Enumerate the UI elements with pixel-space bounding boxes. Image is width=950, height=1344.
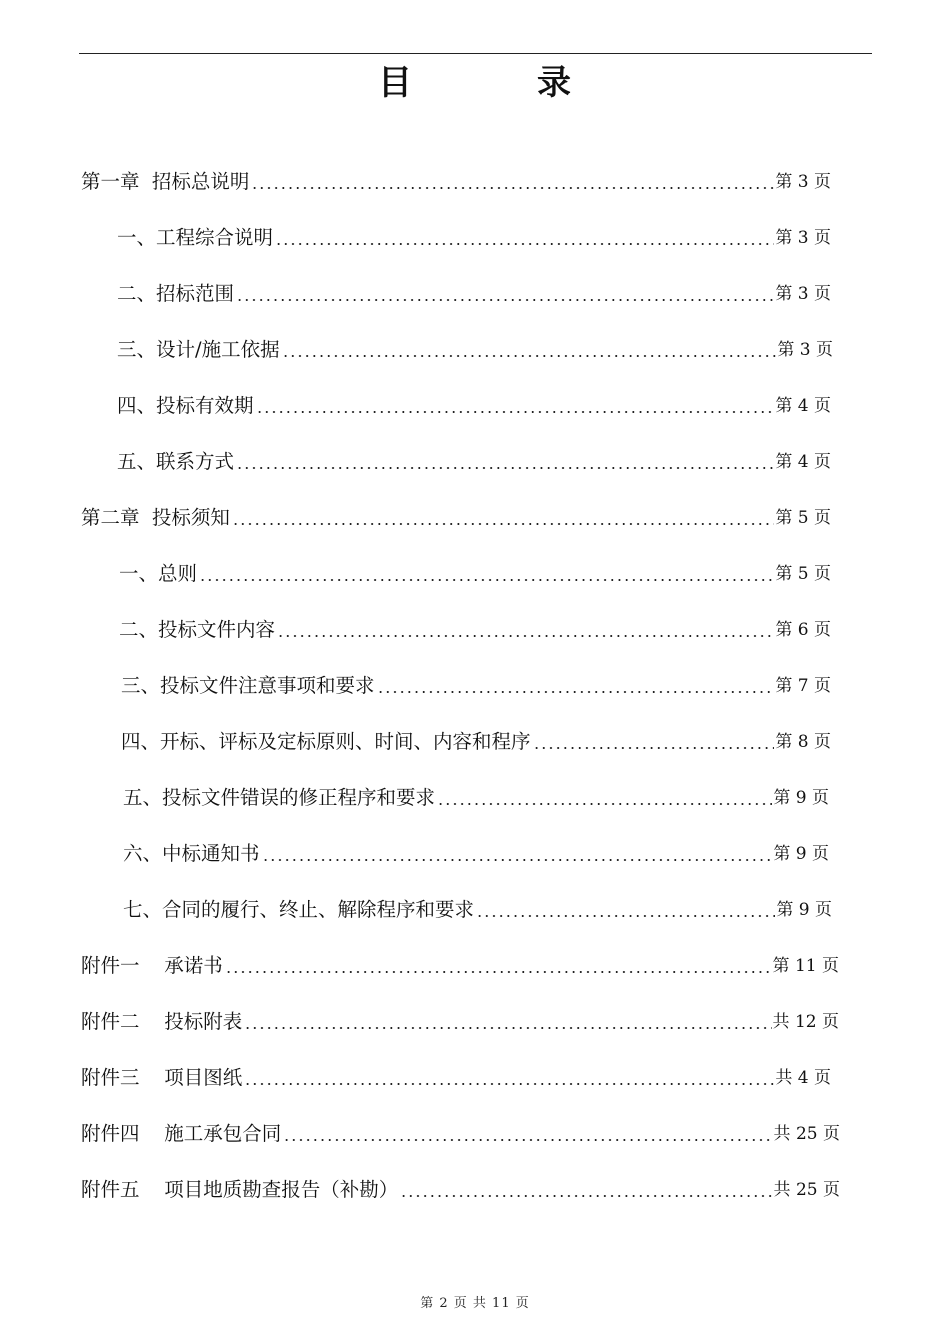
toc-entry-label: 三、投标文件注意事项和要求 bbox=[121, 674, 375, 697]
toc-entry-label: 附件三 项目图纸 bbox=[81, 1066, 243, 1089]
toc-entry-page: 第 11 页 bbox=[772, 956, 839, 976]
toc-entry[interactable] bbox=[81, 1175, 840, 1205]
toc-entry[interactable] bbox=[119, 615, 831, 645]
toc-entry-label: 三、设计/施工依据 bbox=[117, 338, 280, 361]
toc-dot-leader bbox=[377, 691, 775, 693]
toc-entry-page: 第 6 页 bbox=[775, 620, 831, 640]
toc-dot-leader bbox=[236, 299, 774, 301]
toc-dot-leader bbox=[199, 579, 774, 581]
page-title bbox=[0, 60, 950, 106]
toc-entry-page: 共 4 页 bbox=[775, 1068, 831, 1088]
toc-dot-leader bbox=[437, 803, 772, 805]
toc-dot-leader bbox=[225, 971, 772, 973]
toc-entry[interactable] bbox=[117, 391, 831, 421]
toc-entry[interactable] bbox=[81, 951, 839, 981]
toc-entry-label: 二、招标范围 bbox=[117, 282, 235, 305]
toc-dot-leader bbox=[262, 859, 773, 861]
toc-entry[interactable] bbox=[123, 895, 832, 925]
toc-entry-page: 第 9 页 bbox=[773, 788, 829, 808]
header-rule bbox=[79, 53, 872, 54]
toc-entry-page: 第 8 页 bbox=[775, 732, 831, 752]
toc-entry-label: 七、合同的履行、终止、解除程序和要求 bbox=[123, 898, 475, 921]
toc-entry-page: 共 25 页 bbox=[773, 1180, 840, 1200]
toc-entry-page: 第 3 页 bbox=[775, 172, 831, 192]
toc-entry[interactable] bbox=[81, 167, 831, 197]
toc-entry-label: 一、总则 bbox=[119, 562, 198, 585]
toc-dot-leader bbox=[282, 355, 777, 357]
toc-entry[interactable] bbox=[119, 559, 831, 589]
toc-entry-page: 第 3 页 bbox=[775, 228, 831, 248]
toc-entry-page: 第 3 页 bbox=[775, 284, 831, 304]
toc-entry-label: 附件一 承诺书 bbox=[81, 954, 223, 977]
toc-entry-page: 第 3 页 bbox=[777, 340, 833, 360]
toc-entry-label: 六、中标通知书 bbox=[123, 842, 260, 865]
toc-dot-leader bbox=[476, 915, 775, 917]
toc-entry-label: 四、开标、评标及定标原则、时间、内容和程序 bbox=[121, 730, 531, 753]
toc-entry-label: 附件五 项目地质勘查报告（补勘） bbox=[81, 1178, 399, 1201]
toc-entry-page: 第 4 页 bbox=[775, 396, 831, 416]
toc-entry-page: 共 25 页 bbox=[773, 1124, 840, 1144]
toc-entry-page: 第 4 页 bbox=[775, 452, 831, 472]
toc-entry[interactable] bbox=[121, 671, 831, 701]
toc-entry[interactable] bbox=[81, 1007, 839, 1037]
toc-entry-label: 第二章 投标须知 bbox=[81, 506, 230, 529]
toc-entry-page: 第 7 页 bbox=[775, 676, 831, 696]
toc-entry-page: 第 9 页 bbox=[773, 844, 829, 864]
toc-entry[interactable] bbox=[117, 447, 831, 477]
toc-dot-leader bbox=[275, 243, 774, 245]
toc-entry[interactable] bbox=[117, 223, 831, 253]
toc-entry[interactable] bbox=[117, 335, 833, 365]
toc-entry[interactable] bbox=[123, 839, 829, 869]
toc-entry[interactable] bbox=[81, 1063, 831, 1093]
toc-entry[interactable] bbox=[121, 727, 831, 757]
toc-entry-label: 四、投标有效期 bbox=[117, 394, 254, 417]
toc-entry-label: 二、投标文件内容 bbox=[119, 618, 276, 641]
toc-entry-label: 五、联系方式 bbox=[117, 450, 235, 473]
toc-dot-leader bbox=[251, 187, 774, 189]
toc-entry-label: 附件四 施工承包合同 bbox=[81, 1122, 282, 1145]
toc-entry-label: 第一章 招标总说明 bbox=[81, 170, 250, 193]
toc-dot-leader bbox=[283, 1139, 772, 1141]
toc-entry[interactable] bbox=[81, 1119, 840, 1149]
toc-dot-leader bbox=[277, 635, 774, 637]
toc-entry-page: 第 9 页 bbox=[776, 900, 832, 920]
toc-dot-leader bbox=[256, 411, 775, 413]
toc-entry[interactable] bbox=[123, 783, 829, 813]
title-char-mu: 目 bbox=[378, 63, 412, 103]
toc-entry-page: 共 12 页 bbox=[772, 1012, 839, 1032]
toc-dot-leader bbox=[232, 523, 774, 525]
title-char-lu: 录 bbox=[537, 63, 571, 103]
toc-dot-leader bbox=[400, 1195, 772, 1197]
toc-entry[interactable] bbox=[81, 503, 831, 533]
toc-entry-label: 一、工程综合说明 bbox=[117, 226, 274, 249]
toc-dot-leader bbox=[236, 467, 774, 469]
toc-entry-page: 第 5 页 bbox=[775, 564, 831, 584]
toc-entry-label: 附件二 投标附表 bbox=[81, 1010, 243, 1033]
toc-entry[interactable] bbox=[117, 279, 831, 309]
page-footer: 第 2 页 共 11 页 bbox=[420, 1296, 530, 1311]
toc-dot-leader bbox=[244, 1083, 774, 1085]
toc-dot-leader bbox=[533, 747, 775, 749]
toc-dot-leader bbox=[244, 1027, 771, 1029]
toc-entry-label: 五、投标文件错误的修正程序和要求 bbox=[123, 786, 436, 809]
toc-entry-page: 第 5 页 bbox=[775, 508, 831, 528]
